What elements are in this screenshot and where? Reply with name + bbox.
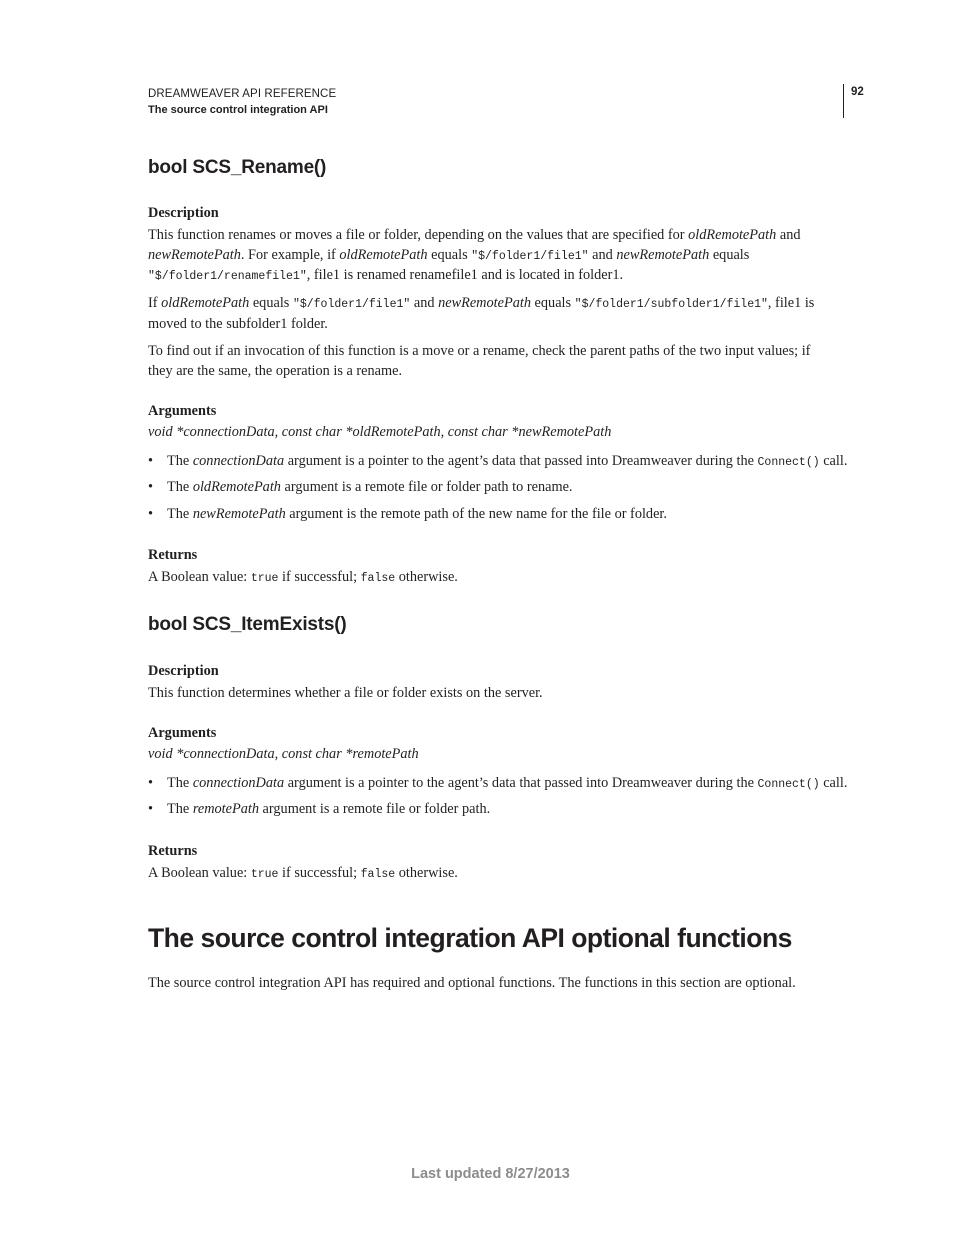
rename-returns-text: A Boolean value: true if successful; false otherwise. [148,569,458,585]
section-heading-rename: bool SCS_Rename() [148,157,327,178]
last-updated-footer: Last updated 8/27/2013 [411,1166,570,1182]
rename-description-paragraph-2: If oldRemotePath equals "$/folder1/file1" and newRemotePath equals "$/folder1/subfolder1/file1", file1 is moved to the subfolder1 folder. [148,295,815,332]
section-heading-itemexists: bool SCS_ItemExists() [148,614,347,635]
itemexists-returns-text: A Boolean value: true if successful; false otherwise. [148,865,458,881]
rename-description-label: Description [148,205,219,221]
rename-returns-label: Returns [148,547,198,563]
itemexists-description-label: Description [148,663,219,679]
rename-description-paragraph-1: This function renames or moves a file or folder, depending on the values that are specified for oldRemotePath and newRemotePath. For example, if oldRemotePath equals "$/folder1/file1" and newRemotePath equals "$/folder1/renamefile1", file1 is renamed renamefile1 and is located in folder1. [148,227,801,283]
optional-functions-intro: The source control integration API has required and optional functions. The functions in this section are optional. [148,975,796,991]
itemexists-returns-label: Returns [148,843,198,859]
itemexists-description: This function determines whether a file or folder exists on the server. [148,685,543,701]
itemexists-signature: void *connectionData, const char *remotePath [148,746,419,762]
running-header-subtitle: The source control integration API [148,104,328,116]
rename-signature: void *connectionData, const char *oldRemotePath, const char *newRemotePath [148,424,612,440]
rename-arguments-label: Arguments [148,403,217,419]
chapter-heading-optional-functions: The source control integration API optional functions [148,923,792,953]
header-divider [843,84,844,118]
page-number: 92 [851,86,864,98]
itemexists-arguments-label: Arguments [148,725,217,741]
running-header-title: DREAMWEAVER API REFERENCE [148,88,337,100]
rename-description-paragraph-3: To find out if an invocation of this function is a move or a rename, check the parent paths of the two input values; if they are the same, the operation is a rename. [148,343,811,379]
